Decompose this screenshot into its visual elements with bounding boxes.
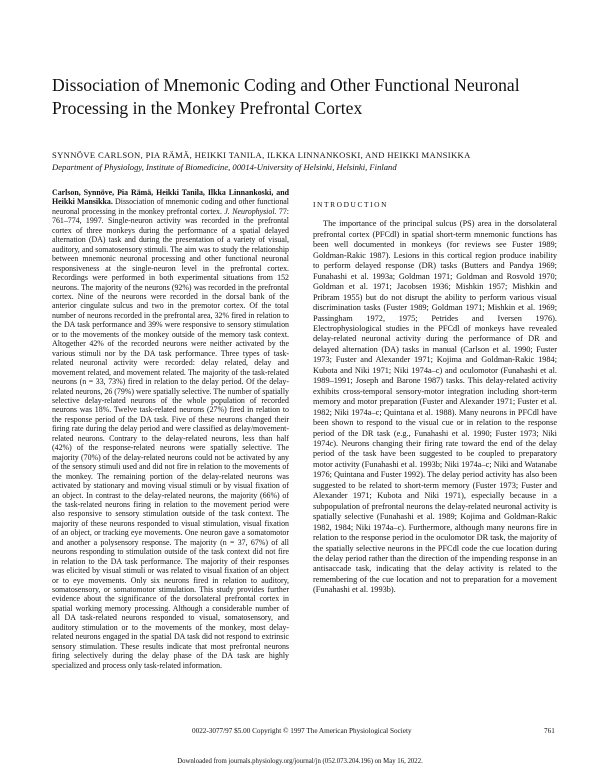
article-title (52, 74, 522, 120)
abstract-citation-authors: Carlson, Synnöve, Pia Rämä, Heikki Tanila, Ilkka Linnankoski, and Heikki Mansikka. (52, 188, 289, 207)
introduction-column (313, 185, 557, 596)
abstract-citation-rest: 77: 761–774, 1997. (52, 206, 289, 226)
abstract-journal: J. Neurophysiol. (224, 206, 277, 216)
abstract-column (52, 188, 289, 670)
page-number: 761 (544, 727, 555, 735)
introduction-paragraph-1: The importance of the principal sulcus (PS) area in the dorsolateral prefrontal cortex (PFCdl) in spatial short-term mnemonic functions has been well documented in monkeys (for reviews see Fuster 1989; Goldman-Rakic 1987). Lesions in this cortical region produce inability to perform delayed response (DR) tasks (Butters and Pandya 1969; Funahashi et al. 1993a; Goldman 1971; Goldman and Rosvold 1970; Goldman et al. 1971; Jacobsen 1936; Mishkin 1957; Mishkin and Pribram 1955) but do not disrupt the ability to perform various visual discrimination tasks (Fuster 1989; Goldman 1971; Mishkin et al. 1969; Passingham 1972, 1975; Petrides and Iversen 1976). Electrophysiological studies in the PFCdl of monkeys have revealed delay-related neuronal activity during the performance of DR and delayed alternation (DA) tasks in manual (Carlson et al. 1990; Fuster 1973; Fuster and Alexander 1971; Kojima and Goldman-Rakic 1984; Kubota and Niki 1971; Niki 1974a–c) and oculomotor (Funahashi et al. 1989–1991; Joseph and Barone 1987) tasks. This delay-related activity exhibits cross-temporal sensory-motor integration including short-term memory and motor preparation (Fuster and Alexander 1971; Fuster et al. 1982; Niki 1974a–c; Quintana et al. 1988). Many neurons in PFCdl have been shown to respond to the visual cue or in relation to the response period of the DR task (e.g., Funahashi et al. 1990; Fuster 1973; Niki 1974c). Neurons changing their firing rate toward the end of the delay period of the task have been suggested to be coupled to preparatory motor activity (Funahashi et al. 1993b; Niki 1974a–c; Niki and Watanabe 1976; Quintana and Fuster 1992). The delay period activity has also been suggested to be related to short-term memory (Fuster 1973; Fuster and Alexander 1971; Kubota and Niki 1971), especially because in a subpopulation of prefrontal neurons the delay-related neuronal activity is spatially selective (Funahashi et al. 1989; Kojima and Goldman-Rakic 1982, 1984; Niki 1974a–c). Furthermore, although many neurons fire in relation to the response period in the oculomotor DR task, the majority of the spatially selective neurons in the PFCdl code the cue location during the delay period rather than the direction of the impending response in an antisaccade task, indicating that the delay activity is related to the remembering of the cue location and not to preparation for a movement (Funahashi et al. 1993b). (313, 219, 558, 595)
title-line-1: Dissociation of Mnemonic Coding and Other Functional Neuronal (52, 75, 520, 95)
abstract-body: Single-neuron activity was recorded in the prefrontal cortex of three monkeys during the performance of a spatial delayed alternation (DA) task and during the presentation of a variety of visual, auditory, and somatosensory stimuli. The aim was to study the relationship between mnemonic neuronal processing and other functional neuronal responsiveness at the single-neuron level in the prefrontal cortex. Recordings were performed in both experimental situations from 152 neurons. The majority of the neurons (92%) was recorded in the prefrontal cortex. Nine of the neurons were recorded in the dorsal bank of the anterior cingulate sulcus and two in the premotor cortex. Of the total number of neurons recorded in the prefrontal area, 32% fired in relation to the DA task performance and 39% were responsive to sensory stimulation or to the movements of the monkey outside of the memory task context. Altogether 42% of the recorded neurons were neither activated by the various stimuli nor by the DA task performance. Three types of task-related neuronal activity were recorded: delay related, delay and movement related, and movement related. The majority of the task-related neurons (n = 33, 73%) fired in relation to the delay period. Of the delay-related neurons, 26 (79%) were spatially selective. The number of spatially selective delay-related neurons of the whole population of recorded neurons was 18%. Twelve task-related neurons (27%) fired in relation to the response period of the DA task. Five of these neurons changed their firing rate during the delay period and were classified as delay/movement-related neurons. Contrary to the delay-related neurons, less than half (42%) of the response-related neurons were spatially selective. The majority (70%) of the delay-related neurons could not be activated by any of the sensory stimuli used and did not fire in relation to the movements of the monkey. The remaining portion of the delay-related neurons was activated by stationary and moving visual stimuli or by visual fixation of an object. In contrast to the delay-related neurons, the majority (66%) of the task-related neurons firing in relation to the movement period were also responsive to sensory stimulation outside of the task context. The majority of these neurons responded to visual stimulation, visual fixation of an object, or tracking eye movements. One neuron gave a somatomotor and another a polysensory response. The majority (n = 37, 67%) of all neurons responding to stimulation outside of the task context did not fire in relation to the DA task performance. The majority of their responses was elicited by visual stimuli or was related to visual fixation of an object or to eye movements. Only six neurons fired in relation to auditory, somatosensory, or somatomotor stimulation. This study provides further evidence about the significance of the dorsolateral prefrontal cortex in spatial working memory processing. Although a considerable number of all DA task-related neurons responded to visual, somatosensory, and auditory stimulation or to the movements of the monkey, most delay-related neurons engaged in the spatial DA task did not respond to extrinsic sensory stimulation. These results indicate that most prefrontal neurons firing selectively during the delay phase of the DA task are highly specialized and process only task-related information. (52, 216, 289, 670)
affiliation: Department of Physiology, Institute of Biomedicine, 00014-University of Helsinki, Helsinki, Finland (52, 162, 397, 172)
issn-copyright: 0022-3077/97 $5.00 Copyright © 1997 The American Physiological Society (192, 727, 412, 735)
abstract-paragraph (52, 188, 289, 670)
author-list: SYNNÖVE CARLSON, PIA RÄMÄ, HEIKKI TANILA, ILKKA LINNANKOSKI, AND HEIKKI MANSIKKA (52, 150, 471, 160)
title-line-2: Processing in the Monkey Prefrontal Cortex (52, 98, 363, 118)
abstract-citation-title: Dissociation of mnemonic coding and other functional neuronal processing in the monkey prefrontal cortex. (52, 197, 289, 216)
introduction-heading: INTRODUCTION (313, 200, 389, 209)
download-notice: Downloaded from journals.physiology.org/journal/jn (052.073.204.196) on May 16, 2022. (177, 758, 423, 765)
